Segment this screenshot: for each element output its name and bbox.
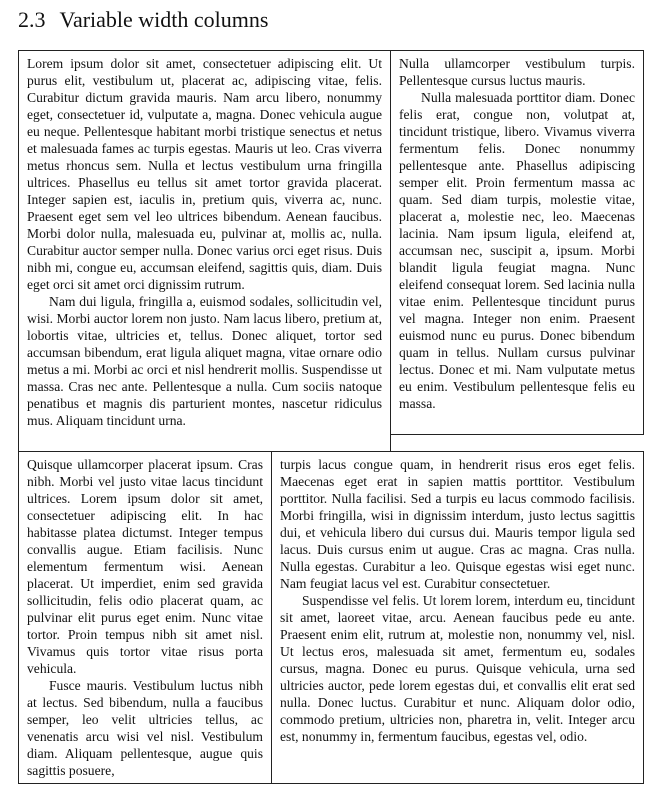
section-heading bbox=[18, 6, 268, 34]
cell-paragraph: turpis lacus congue quam, in hendrerit risus eros eget felis. Maecenas eget erat in sapien mattis porttitor. Vestibulum porttitor. Nulla facilisi. Sed a turpis eu lacus commodo facilisis. Morbi fringilla, wisi in dignissim interdum, justo lectus sagittis dui, et vehicula libero dui cursus dui. Mauris tempor ligula sed lacus. Duis cursus enim ut augue. Cras ac magna. Cras nulla. Nulla egestas. Curabitur a leo. Quisque egestas wisi eget nunc. Nam feugiat lacus vel est. Curabitur consectetuer. bbox=[280, 457, 635, 591]
cell-paragraph: Nulla ullamcorper vestibulum turpis. Pellentesque cursus luctus mauris. bbox=[399, 56, 635, 88]
section-number: 2.3 bbox=[18, 7, 46, 32]
cell-paragraph: Nulla malesuada porttitor diam. Donec felis erat, congue non, volutpat at, tincidunt tristique, libero. Vivamus viverra fermentum felis. Donec nonummy pellentesque ante. Phasellus adipiscing semper elit. Proin fermentum massa ac quam. Sed diam turpis, molestie vitae, placerat a, molestie nec, leo. Maecenas lacinia. Nam ipsum ligula, eleifend at, accumsan nec, suscipit a, ipsum. Morbi blandit ligula feugiat magna. Nunc eleifend consequat lorem. Sed lacinia nulla vitae enim. Pellentesque tincidunt purus vel magna. Integer non enim. Praesent euismod nunc eu purus. Donec bibendum quam in tellus. Nullam cursus pulvinar lectus. Donec et mi. Nam vulputate metus eu enim. Vestibulum pellentesque felis eu massa. bbox=[399, 90, 635, 411]
table-cell-bottom-right bbox=[271, 451, 644, 784]
table-cell-top-right bbox=[390, 50, 644, 435]
cell-paragraph: Lorem ipsum dolor sit amet, consectetuer adipiscing elit. Ut purus elit, vestibulum ut, placerat ac, adipiscing vitae, felis. Curabitur dictum gravida mauris. Nam arcu libero, nonummy eget, consectetuer id, vulputate a, magna. Donec vehicula augue eu neque. Pellentesque habitant morbi tristique senectus et netus et malesuada fames ac turpis egestas. Mauris ut leo. Cras viverra metus rhoncus sem. Nulla et lectus vestibulum urna fringilla ultrices. Phasellus eu tellus sit amet tortor gravida placerat. Integer sapien est, iaculis in, pretium quis, viverra ac, nunc. Praesent eget sem vel leo ultrices bibendum. Aenean faucibus. Morbi dolor nulla, malesuada eu, pulvinar at, mollis ac, nulla. Curabitur auctor semper nulla. Donec varius orci eget risus. Duis nibh mi, congue eu, accumsan eleifend, sagittis quis, diam. Duis eget orci sit amet orci dignissim rutrum. bbox=[27, 56, 382, 292]
table-cell-top-left bbox=[18, 50, 391, 452]
table-cell-bottom-left bbox=[18, 451, 272, 784]
cell-paragraph: Quisque ullamcorper placerat ipsum. Cras nibh. Morbi vel justo vitae lacus tincidunt ultrices. Lorem ipsum dolor sit amet, consectetuer adipiscing elit. In hac habitasse platea dictumst. Integer tempus convallis augue. Etiam facilisis. Nunc elementum fermentum wisi. Aenean placerat. Ut imperdiet, enim sed gravida sollicitudin, felis odio placerat quam, ac pulvinar elit purus eget enim. Nunc vitae tortor. Proin tempus nibh sit amet nisl. Vivamus quis tortor vitae risus porta vehicula. bbox=[27, 457, 263, 676]
cell-paragraph: Fusce mauris. Vestibulum luctus nibh at lectus. Sed bibendum, nulla a faucibus semper, leo velit ultricies tellus, ac venenatis arcu wisi vel nisl. Vestibulum diam. Aliquam pellentesque, augue quis sagittis posuere, bbox=[27, 678, 263, 778]
cell-paragraph: Nam dui ligula, fringilla a, euismod sodales, sollicitudin vel, wisi. Morbi auctor lorem non justo. Nam lacus libero, pretium at, lobortis vitae, ultricies et, tellus. Donec aliquet, tortor sed accumsan bibendum, erat ligula aliquet magna, vitae ornare odio metus a mi. Morbi ac orci et nisl hendrerit mollis. Suspendisse ut massa. Cras nec ante. Pellentesque a nulla. Cum sociis natoque penatibus et magnis dis parturient montes, nascetur ridiculus mus. Aliquam tincidunt urna. bbox=[27, 294, 382, 428]
section-title: Variable width columns bbox=[59, 7, 269, 32]
cell-paragraph: Suspendisse vel felis. Ut lorem lorem, interdum eu, tincidunt sit amet, laoreet vitae, arcu. Aenean faucibus pede eu ante. Praesent enim elit, rutrum at, molestie non, nonummy vel, nisl. Ut lectus eros, malesuada sit amet, fermentum eu, sodales cursus, magna. Donec eu purus. Quisque vehicula, urna sed ultricies auctor, pede lorem egestas dui, et convallis elit erat sed nulla. Donec luctus. Curabitur et nunc. Aliquam dolor odio, commodo pretium, ultricies non, pharetra in, velit. Integer arcu est, nonummy in, fermentum faucibus, egestas vel, odio. bbox=[280, 593, 635, 744]
